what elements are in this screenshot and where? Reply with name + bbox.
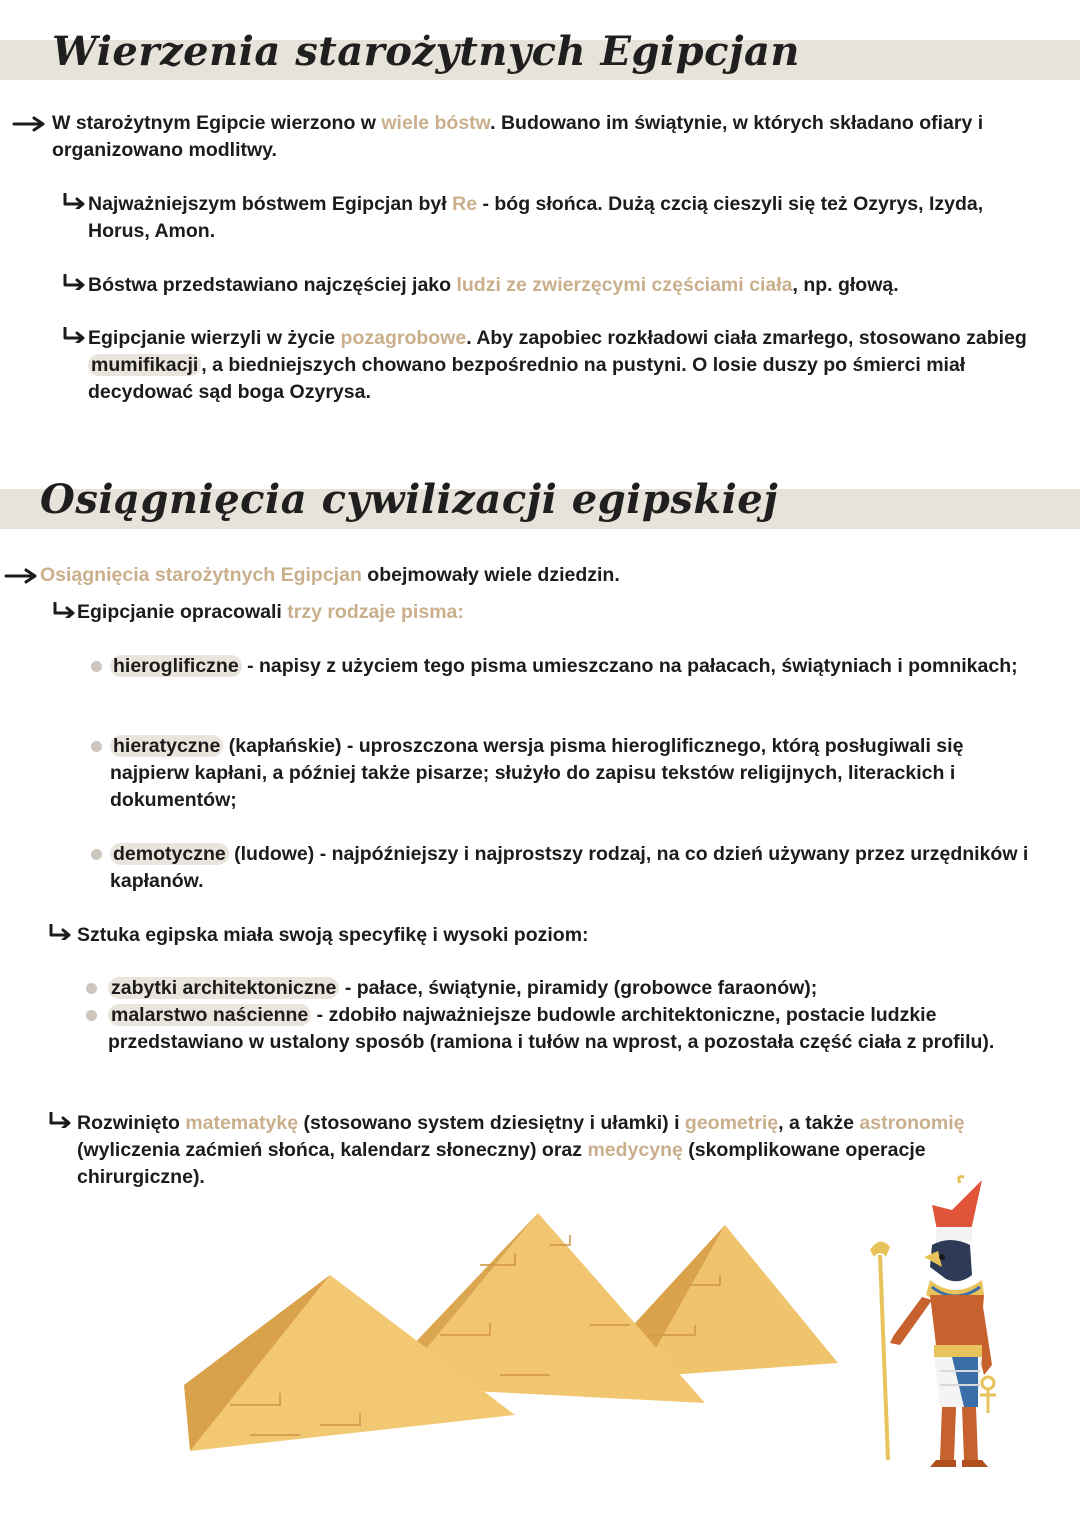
writing-hieratic: hieratyczne (kapłańskie) - uproszczona wersja pisma hieroglificznego, którą posługiwali się najpierw kapłani, a później także pisarze; służyło do zapisu tekstów religijnych, literackich i dokumentów; bbox=[110, 735, 964, 811]
art-wall-painting: malarstwo naścienne - zdobiło najważniejsze budowle architektoniczne, postacie ludzkie przedstawiano w ustalony sposób (ramiona i tułów na wprost, a pozostała część ciała z profilu). bbox=[108, 1004, 995, 1053]
beliefs-intro: W starożytnym Egipcie wierzono w wiele bóstw. Budowano im świątynie, w których składano ofiary i organizowano modlitwy. bbox=[52, 112, 984, 161]
writing-demotic: demotyczne (ludowe) - najpóźniejszy i najprostszy rodzaj, na co dzień używany przez urzędników i kapłanów. bbox=[110, 843, 1029, 892]
return-arrow-icon bbox=[48, 924, 72, 940]
horus-god-illustration bbox=[860, 1175, 1010, 1475]
science-point: Rozwinięto matematykę (stosowano system dziesiętny i ułamki) i geometrię, a także astronomię (wyliczenia zaćmień słońca, kalendarz słoneczny) oraz medycynę (skomplikowane operacje chirurgiczne). bbox=[77, 1112, 965, 1188]
section-title-achievements: Osiągnięcia cywilizacji egipskiej bbox=[40, 476, 779, 523]
art-architecture: zabytki architektoniczne - pałace, świątynie, piramidy (grobowce faraonów); bbox=[108, 975, 1038, 1002]
beliefs-point-deities: Bóstwa przedstawiano najczęściej jako ludzi ze zwierzęcymi częściami ciała, np. głową. bbox=[88, 274, 899, 296]
return-arrow-icon bbox=[62, 274, 86, 290]
return-arrow-icon bbox=[48, 1112, 72, 1128]
bullet-dot-icon bbox=[86, 1010, 97, 1021]
return-arrow-icon bbox=[62, 193, 86, 209]
achievements-intro: Osiągnięcia starożytnych Egipcjan obejmowały wiele dziedzin. bbox=[40, 564, 620, 586]
bullet-dot-icon bbox=[91, 661, 102, 672]
pyramid-illustration bbox=[170, 1205, 850, 1465]
return-arrow-icon bbox=[52, 602, 76, 618]
bullet-dot-icon bbox=[86, 983, 97, 994]
beliefs-point-re: Najważniejszym bóstwem Egipcjan był Re - bóg słońca. Dużą czcią cieszyli się też Ozyrys, Izyda, Horus, Amon. bbox=[88, 193, 984, 242]
arrow-right-icon bbox=[12, 116, 48, 132]
writing-intro: Egipcjanie opracowali trzy rodzaje pisma: bbox=[77, 601, 464, 623]
return-arrow-icon bbox=[62, 327, 86, 343]
section-title-beliefs: Wierzenia starożytnych Egipcjan bbox=[52, 28, 800, 75]
art-intro: Sztuka egipska miała swoją specyfikę i wysoki poziom: bbox=[77, 924, 589, 946]
writing-hieroglyphic: hieroglificzne - napisy z użyciem tego pisma umieszczano na pałacach, świątyniach i pomnikach; bbox=[110, 653, 1040, 680]
bullet-dot-icon bbox=[91, 849, 102, 860]
arrow-right-icon bbox=[4, 568, 40, 584]
beliefs-point-afterlife: Egipcjanie wierzyli w życie pozagrobowe. Aby zapobiec rozkładowi ciała zmarłego, stosowano zabieg mumifikacji , a biedniejszych chowano bezpośrednio na pustyni. O losie duszy po śmierci miał decydować sąd boga Ozyrysa. bbox=[88, 327, 1027, 403]
bullet-dot-icon bbox=[91, 741, 102, 752]
